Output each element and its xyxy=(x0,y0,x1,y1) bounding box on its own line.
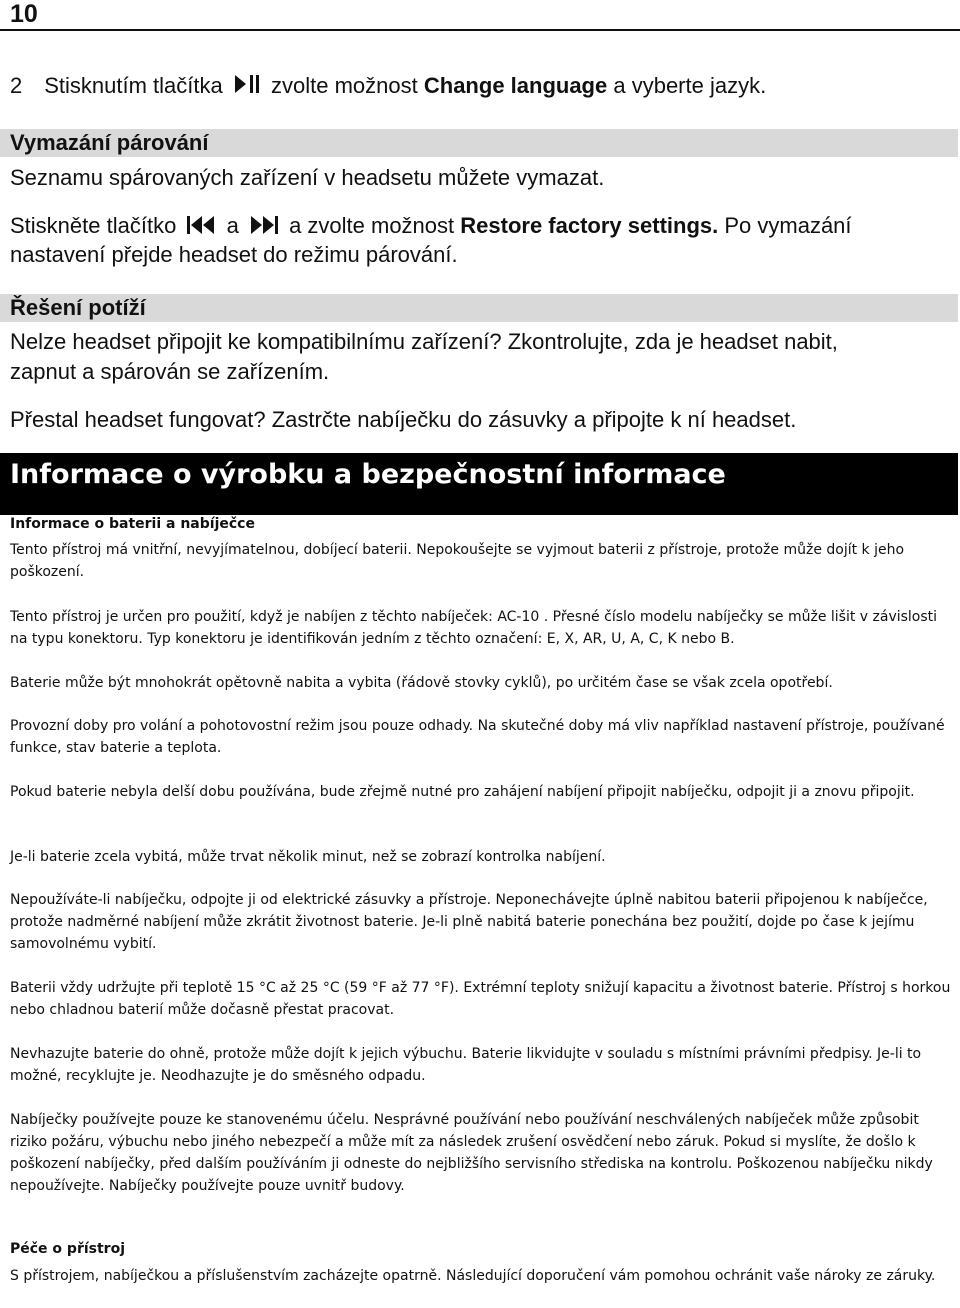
device-care-text: S přístrojem, nabíječkou a příslušenstvím zacházejte opatrně. Následující doporučení vám pomohou ochránit vaše nároky ze záruky. xyxy=(10,1268,936,1284)
info-paragraph: Baterii vždy udržujte při teplotě 15 °C až 25 °C (59 °F až 77 °F). Extrémní teploty snižují kapacitu a životnost baterie. Přístroj s horkou nebo chladnou baterií může dočasně přestat pracovat. xyxy=(10,980,951,1018)
info-paragraph: Baterie může být mnohokrát opětovně nabita a vybita (řádově stovky cyklů), po určitém čase se však zcela opotřebí. xyxy=(10,675,833,691)
option-change-language: Change language xyxy=(423,73,608,98)
info-paragraph: Nevhazujte baterie do ohně, protože může dojít k jejich výbuchu. Baterie likvidujte v souladu s místními právními předpisy. Je-li to možné, recyklujte je. Neodhazujte je do směsného odpadu. xyxy=(10,1046,922,1084)
step-2 xyxy=(10,72,766,102)
step-text-middle: zvolte možnost xyxy=(271,73,418,98)
troubleshooting-p2: Přestal headset fungovat? Zastrčte nabíječku do zásuvky a připojte k ní headset. xyxy=(10,407,797,432)
clear-pairing-text-and: a xyxy=(226,213,239,238)
clear-pairing-text-start: Stiskněte tlačítko xyxy=(10,213,177,238)
battery-charger-heading: Informace o baterii a nabíječce xyxy=(10,516,255,532)
section-heading-product-safety: Informace o výrobku a bezpečnostní informace xyxy=(0,453,958,515)
step-text-before: Stisknutím tlačítka xyxy=(44,73,223,98)
clear-pairing-line-1: Seznamu spárovaných zařízení v headsetu můžete vymazat. xyxy=(10,165,605,190)
troubleshooting-p1-line-1: Nelze headset připojit ke kompatibilnímu zařízení? Zkontrolujte, zda je headset nabit, xyxy=(10,329,838,354)
info-paragraph: Tento přístroj má vnitřní, nevyjímatelnou, dobíjecí baterii. Nepokoušejte se vyjmout baterii z přístroje, protože může dojít k jeho poškození. xyxy=(10,542,905,580)
play-pause-icon xyxy=(233,72,261,102)
info-paragraph: Tento přístroj je určen pro použití, když je nabíjen z těchto nabíječek: AC-10 . Přesné číslo modelu nabíječky se může lišit v závislosti na typu konektoru. Typ konektoru je identifikován jedním z těchto označení: E, X, AR, U, A, C, K nebo B. xyxy=(10,609,938,647)
header-rule xyxy=(0,29,960,31)
step-text-after: a vyberte jazyk. xyxy=(613,73,767,98)
device-care-heading: Péče o přístroj xyxy=(10,1241,125,1257)
info-paragraph: Nepoužíváte-li nabíječku, odpojte ji od elektrické zásuvky a přístroje. Neponechávejte úplně nabitou baterii připojenou k nabíječce, protože nadměrné nabíjení může zkrátit životnost baterie. Je-li plně nabitá baterie ponechána bez použití, dojde po čase k jejímu samovolnému vybití. xyxy=(10,892,928,952)
info-paragraph: Pokud baterie nebyla delší dobu používána, bude zřejmě nutné pro zahájení nabíjení připojit nabíječku, odpojit ji a znovu připojit. xyxy=(10,784,915,800)
option-restore-factory-settings: Restore factory settings. xyxy=(460,213,719,238)
clear-pairing-text-end: Po vymazání xyxy=(724,213,852,238)
info-paragraph: Je-li baterie zcela vybitá, může trvat několik minut, než se zobrazí kontrolka nabíjení. xyxy=(10,849,606,865)
section-heading-troubleshooting: Řešení potíží xyxy=(0,294,958,322)
clear-pairing-line-3: nastavení přejde headset do režimu párování. xyxy=(10,242,458,267)
clear-pairing-text-mid: a zvolte možnost xyxy=(289,213,455,238)
troubleshooting-p1-line-2: zapnut a spárován se zařízením. xyxy=(10,359,330,384)
section-heading-clear-pairing: Vymazání párování xyxy=(0,129,958,157)
info-paragraph: Nabíječky používejte pouze ke stanovenému účelu. Nesprávné používání nebo používání neschválených nabíječek může způsobit riziko požáru, výbuchu nebo jiného nebezpečí a může mít za následek zrušení osvědčení nebo záruk. Pokud si myslíte, že došlo k poškození nabíječky, před dalším používáním ji odneste do nejbližšího servisního střediska na kontrolu. Poškozenou nabíječku nikdy nepoužívejte. Nabíječky používejte pouze uvnitř budovy. xyxy=(10,1112,933,1194)
step-number: 2 xyxy=(10,73,23,98)
page-number: 10 xyxy=(10,0,38,28)
info-paragraph: Provozní doby pro volání a pohotovostní režim jsou pouze odhady. Na skutečné doby má vliv například nastavení přístroje, používané funkce, stav baterie a teplota. xyxy=(10,718,945,756)
